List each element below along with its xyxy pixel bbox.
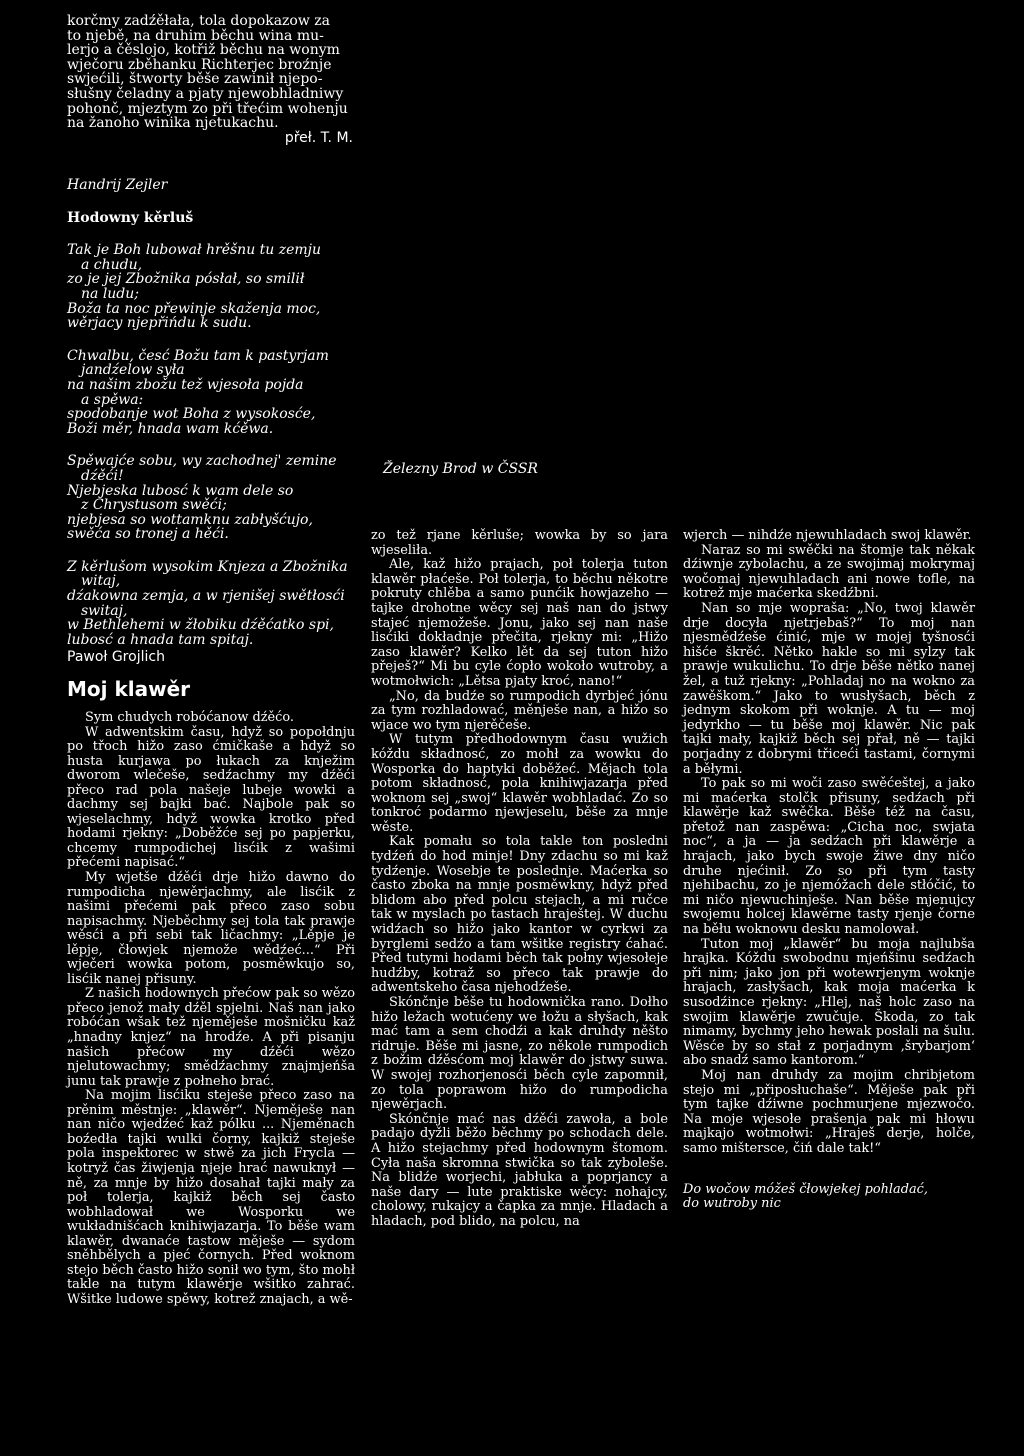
paragraph: Naraz so mi swěčki na štomje tak někak dźiwnje zybolachu, a ze swojimaj mokrymaj wočomaj njewuhladach ani nowe tofle, na kotrež mje maćerka skedźbni.: [683, 542, 975, 602]
closing-line: do wutroby nic: [683, 1196, 781, 1212]
story-column-1: [67, 711, 355, 1307]
poem-stanza: [67, 560, 377, 648]
paragraph: „No, da budźe so rumpodich dyrbjeć jónu za tym rozhladować, měnješe nan, a hižo so wjace wo tym njerěčeše.: [371, 688, 668, 733]
poem-line: na ludu;: [81, 285, 140, 302]
poem-line: na našim zbožu tež wjesoła pojda: [67, 376, 304, 393]
poem-line: w Bethlehemi w žłobiku dźěćatko spi,: [67, 617, 334, 634]
story-column-3: [683, 529, 975, 1212]
fragment-line: słušny čeladny a pjaty njewobhladniwy: [67, 85, 344, 102]
story-heading: [67, 650, 367, 702]
poem-line: a spěwa:: [81, 391, 144, 408]
poem-line: a chudu,: [81, 256, 143, 273]
poem-line: Boža ta noc přewinje skaženja moc,: [67, 300, 321, 317]
poem-line: spodobanje wot Boha z wysokosće,: [67, 406, 316, 423]
paragraph: My wjetše dźěći drje hižo dawno do rumpodicha njewěrjachmy, ale lisćik z našimi přećemi pak přeco zaso sobu napisachmy. Njeběchmy sej tola tak prawje wěsći a při sebi tak ličachmy: „Lěpje je lěpje, čłowjek njemože wědźeć...“ Při wječeri wowka potom, posměwkujo so, lisćik nanej přisuny.: [67, 870, 355, 987]
poem-line: wěrjacy njepřińdu k sudu.: [67, 315, 252, 332]
paragraph: W tutym předhodownym času wužich kóždu składnosć, zo mohł za wowku do Wosporka do haptyki doběžeć. Mějach tola potom składnosć, pola knihiwjazarja před woknom sej „swoj“ klawěr wobhladać. Zo so tonkroć podarmo njewjeselu, běše za mnje wěste.: [371, 732, 668, 835]
poem-line: Tak je Boh lubował hrěšnu tu zemju: [67, 242, 322, 259]
poem-line: dźěći!: [81, 467, 124, 484]
photo-caption: Železny Brod w ČSSR: [383, 461, 538, 477]
poem-line: jandźelow syła: [81, 362, 185, 379]
poem-stanza: [67, 349, 377, 437]
fragment-line: lerjo a čěslojo, kotřiž běchu na wonym: [67, 42, 340, 59]
poem-line: Njebjeska lubosć k wam dele so: [67, 482, 294, 499]
closing-line: Do wočow móžeš čłowjekej pohladać,: [683, 1181, 928, 1197]
paragraph: Sym chudych robóćanow dźěćo.: [85, 710, 294, 725]
poem-line: lubosć a hnada tam spitaj.: [67, 631, 254, 648]
story-column-2: [371, 529, 668, 1230]
poem-line: njebjesa so wottamknu zabłyšćujo,: [67, 511, 313, 528]
top-fragment: [67, 14, 367, 145]
poem-author: Handrij Zejler: [67, 177, 168, 193]
poem-line: z Chrystusom swěći;: [81, 497, 227, 514]
poem-line: Spěwajće sobu, wy zachodnej' zemine: [67, 453, 337, 470]
poem-title: Hodowny kěrluš: [67, 209, 194, 226]
paragraph: Z našich hodownych přećow pak so wězo přeco jenož mały dźěl spjelni. Naš nan jako robóćan wšak tež njeměješe mošničku kaž „hnadny knjez“ na hrodźe. A při pisanju našich přećow my dźěći wězo njelutowachmy; smědźachmy znajmjeńša junu tak prawje z połneho brać.: [67, 986, 355, 1089]
paragraph: W adwentskim času, hdyž so popołdnju po třoch hižo zaso ćmičkaše a hdyž so husta kurjawa po łukach za knježim dworom wlečeše, sedźachmy my dźěći přeco rad pola našeje lubeje wowki a dachmy sej bajki bać. Najbole pak so wjeselachmy, hdyž wowka krotko před hodami rjekny: „Doběžće sej po papjerku, chcemy rumpodichej lisćik z wašimi přećemi napisać.“: [67, 724, 355, 871]
fragment-signature: přeł. T. M.: [284, 129, 353, 146]
paragraph: Skónčnje běše tu hodownička rano. Dołho hižo ležach wotućeny we łožu a słyšach, kak mać tam a sem chodźi a kak druhdy něšto ridruje. Běše mi jasne, zo někole rumpodich z božim dźěsćom moj klawěr do jstwy suwa. W swojej rozhorjenosći běch cyle zapomnił, zo tola poprawom hižo do rumpodicha njewěrjach.: [371, 995, 668, 1113]
paragraph: Ale, kaž hižo prajach, poł tolerja tuton klawěr płaćeše. Poł tolerja, to běchu někotre pokruty chlěba a samo punćik howjazeho — tajke drohotne wěcy sej naš nan do jstwy stajeć njemožeše. Jonu, jako sej nan naše lisćiki dokładnje přečita, rjekny mi: „Hižo zaso klawěr? Kelko lět da sej tuton hižo přeješ?“ Mi bu cyle ćopło wokoło wutroby, a wotmołwich: „Lětsa pjaty kroć, nano!“: [371, 557, 668, 689]
poem-line: switaj,: [81, 602, 128, 619]
poem: [67, 178, 377, 647]
poem-line: zo je jej Zbožnika pósłał, so smilił: [67, 271, 305, 288]
paragraph: Na mojim lisćiku steješe přeco zaso na prěnim městnje: „klawěr“. Njeměješe nan nan ničo wjedźeć kaž pólku ... Njeměnach boźedła tajki wulki čorny, kajkiž steješe pola inspektorec w stwě za jich Frycla — kotryž čas žiwjenja njeje hrać nawuknył — ně, za mnje by hižo dosahał tajki mały za poł tolerja, kajkiž běch sej často wobhladował we Wosporku we wukładnišćach knihiwjazarja. To běše wam klawěr, dwanaće tastow měješe — sydom sněhbělych a pjeć čornych. Před woknom stejo běch často hižo sonił wo tym, što mohł takle na tutym klawěrje wšitko zahrać. Wšitke ludowe spěwy, kotrež znajach, a wě-: [67, 1088, 355, 1307]
fragment-line: pohonč, mjeztym zo při třećim wohenju: [67, 100, 348, 117]
story-title: Moj klawěr: [67, 676, 191, 701]
poem-stanza: [67, 454, 377, 542]
paragraph: Skónčnje mać nas dźěći zawoła, a bole padajo dyžli běžo běchmy po schodach dele. A hižo stejachmy před hodownym štomom. Cyła naša skromna stwička so tak zyboleše. Na blidźe worjechi, jabłuka a poprjancy a naše dary — lute praktiske wěcy: nohajcy, cholowy, rukajcy a čapka za mnje. Hladach a hladach, pod blido, na polcu, na: [371, 1111, 668, 1229]
poem-line: Chwalbu, česć Božu tam k pastyrjam: [67, 347, 329, 364]
poem-line: Z kěrlušom wysokim Knjeza a Zbožnika: [67, 558, 348, 575]
poem-line: witaj,: [81, 573, 121, 590]
poem-line: dźakowna zemja, a w rjenišej swětłosći: [67, 588, 345, 605]
paragraph: To pak so mi woči zaso swěćeštej, a jako mi maćerka stolčk přisuny, sedźach při klawěrje kaž swěčka. Běše též na času, přetož nan zaspěwa: „Cicha noc, swjata noc“, a ja — ja sedźach při klawěrje a hrajach, jako bych swoje žiwe dny ničo druhe njećinił. Zo so při tym tasty njehibachu, zo je njemóžach dele stłóčić, to mi ničo njewuchinješe. Nan běše mjenujcy swojemu holcej klawěrne tasty rjenje čorne na běłu woknowu desku namolował.: [683, 776, 975, 938]
closing-quote: [683, 1183, 975, 1212]
story-author: Pawoł Grojlich: [67, 649, 165, 665]
paragraph: Moj nan druhdy za mojim chribjetom stejo mi „připosłuchaše“. Měješe pak při tym tajke dźiwne pochmurjene mjezwočo. Na moje wjesołe prašenja pak mi hłowu majkajo wotmołwi: „Hraješ derje, holče, samo mištersce, čiń dale tak!“: [683, 1067, 975, 1156]
fragment-line: korčmy zadźěłała, tola dopokazow za: [67, 13, 330, 29]
paragraph: Nan so mje wopraša: „No, twoj klawěr drje docyła njetrjebaš?“ To moj nan njesmědźeše ćinić, mje w mojej tyšnosći hišće škrěć. Nětko hakle so mi sylzy tak prawje wukulichu. To drje běše nětko nanej žel, a tuž rjekny: „Pohladaj no na wokno za zawěškom.“ Jako to wusłyšach, běch z jednym skokom při woknje. A tu — moj jedyrkho — tu běše moj klawěr. Nic pak tajki mały, kajkiž běch sej přał, ně — tajki porjadny z dobrymi třiceći tastami, čornymi a běłymi.: [683, 600, 975, 777]
fragment-line: na žanoho winika njetukachu.: [67, 115, 279, 132]
poem-stanza: [67, 243, 377, 331]
poem-line: swěća so tronej a hěći.: [67, 526, 229, 543]
fragment-line: wječoru zběhanku Richterjec broźnje: [67, 56, 332, 73]
fragment-line: to njebě, na druhim běchu wina mu-: [67, 27, 324, 44]
fragment-line: swjećili, štworty běše zawinił njepo-: [67, 71, 323, 88]
paragraph: zo tež rjane kěrluše; wowka by so jara wjeseliła.: [371, 528, 668, 558]
paragraph: Kak pomału so tola takle ton posledni tydźeń do hod minje! Dny zdachu so mi kaž tydźenje. Wosebje te poslednje. Maćerka so často zboka na mnje posměwkny, hdyž před blidom abo před polcu stejach, a mi ručce tak w myslach po tastach hraještej. W duchu widźach so hižo jako kantor w cyrkwi za byrglemi sedźo a tam wšitke registry ćahać. Před tutymi hodami běch tak połny wjesołeje hudźby, kotraž so přeco tak prawje do adwentskeho časa njehodźeše.: [371, 834, 668, 996]
paragraph: wjerch — nihdźe njewuhladach swoj klawěr.: [683, 528, 972, 543]
paragraph: Tuton moj „klawěr“ bu moja najlubša hrajka. Kóždu swobodnu mjeńšinu sedźach při nim; jako jon při wotewrjenym woknje hrajach, zasłyšach, kak moja maćerka k susodźince rjekny: „Hlej, naš holc zaso na swojim klawěrje zwučuje. Škoda, zo tak nimamy, bychmy jeho hewak posłali na šulu. Wěsće by so stał z porjadnym ‚šrybarjom‘ abo snadź samo kantorom.“: [683, 936, 975, 1069]
poem-line: Boži měr, hnada wam kćěwa.: [67, 420, 274, 437]
